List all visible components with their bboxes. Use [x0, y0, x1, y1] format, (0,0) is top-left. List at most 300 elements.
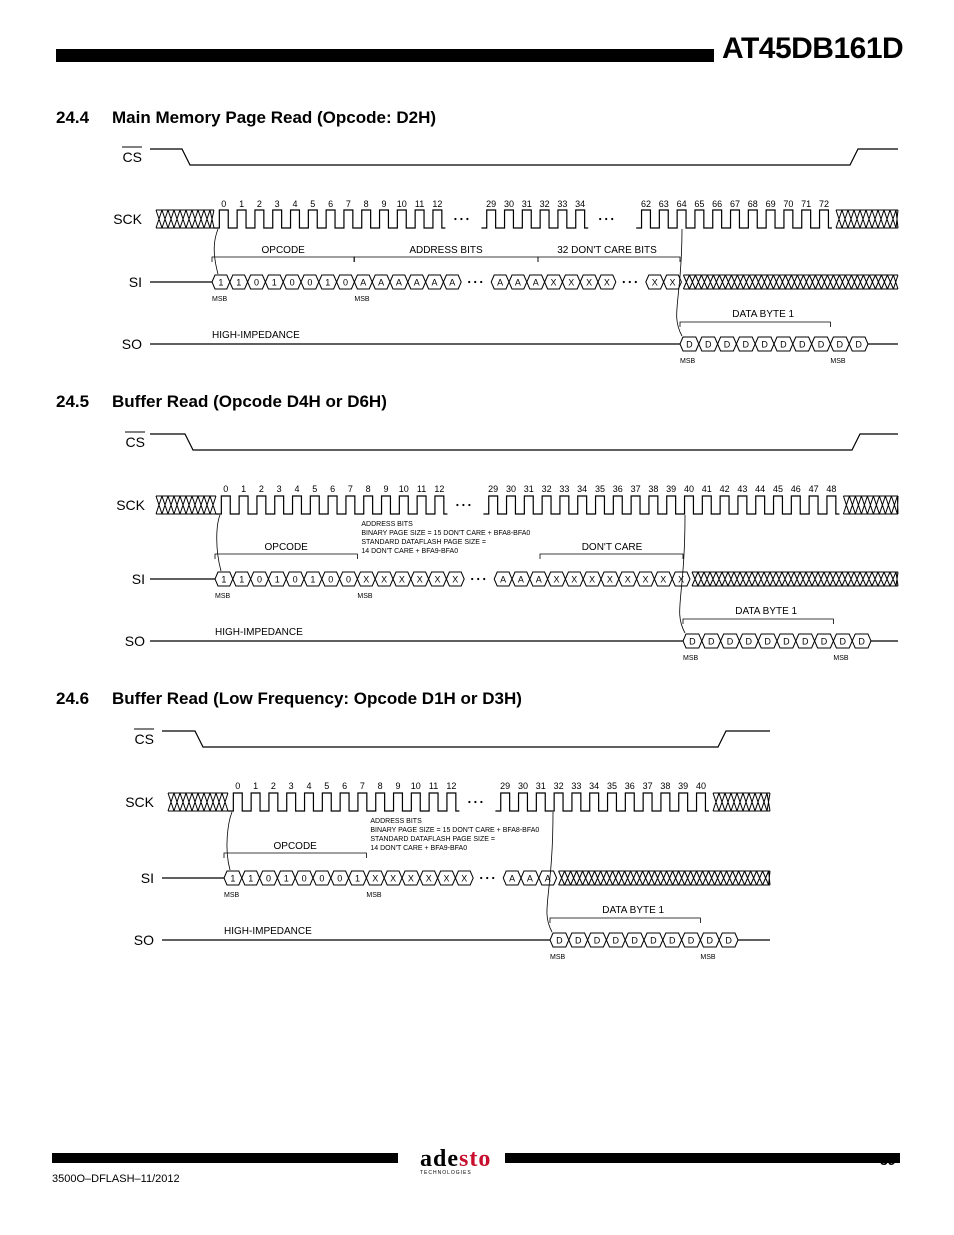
so-bit: D	[764, 636, 771, 647]
data-byte-bracket	[680, 322, 830, 327]
timing-arrow	[214, 229, 218, 274]
si-bit: X	[461, 873, 468, 884]
clock-number: 3	[288, 781, 294, 791]
si-bit: 1	[325, 277, 331, 288]
si-bit: 1	[239, 574, 245, 585]
clock-number: 38	[660, 781, 671, 791]
so-bit: D	[801, 636, 809, 647]
si-bit: X	[416, 574, 423, 585]
si-dont-care	[683, 275, 898, 289]
sck-ellipsis	[456, 504, 458, 506]
footer-rule-left	[52, 1153, 398, 1163]
clock-number: 33	[557, 199, 568, 209]
clock-number: 46	[790, 484, 801, 494]
si-bit: X	[381, 574, 388, 585]
si-bit: 0	[337, 873, 343, 884]
si-bit: 1	[236, 277, 242, 288]
clock-number: 64	[676, 199, 687, 209]
group-label: DON'T CARE	[581, 542, 643, 553]
si-bit: X	[603, 277, 610, 288]
so-label: SO	[121, 336, 142, 352]
group-bracket-opcode	[224, 853, 366, 858]
group-label-opcode: OPCODE	[264, 542, 308, 553]
si-bit: A	[500, 574, 507, 585]
clock-number: 35	[594, 484, 605, 494]
clock-number: 29	[486, 199, 497, 209]
adesto-logo	[420, 1146, 504, 1182]
si-bit: 0	[301, 873, 307, 884]
address-note: BINARY PAGE SIZE = 15 DON'T CARE + BFA8-BFA0	[361, 530, 531, 537]
sck-dont-care	[713, 793, 770, 811]
so-bit: D	[687, 935, 695, 946]
si-bit: 0	[289, 277, 295, 288]
clock-number: 2	[258, 484, 264, 494]
clock-number: 41	[701, 484, 712, 494]
so-bit: D	[723, 339, 731, 350]
clock-number: 30	[503, 199, 514, 209]
clock-number: 32	[553, 781, 564, 791]
clock-number: 8	[377, 781, 383, 791]
si-label: SI	[128, 274, 142, 290]
sck-dont-care	[156, 496, 216, 514]
si-bit: 0	[307, 277, 313, 288]
clock-number: 62	[640, 199, 651, 209]
sck-clock-run-1	[228, 793, 459, 811]
clock-number: 10	[410, 781, 421, 791]
clock-number: 6	[330, 484, 336, 494]
clock-number: 45	[772, 484, 783, 494]
clock-number: 34	[575, 199, 586, 209]
clock-number: 31	[535, 781, 546, 791]
si-bit: X	[550, 277, 557, 288]
so-bit: D	[783, 636, 790, 647]
si-bit: 0	[328, 574, 334, 585]
so-bit: D	[725, 935, 732, 946]
clock-number: 7	[345, 199, 351, 209]
data-byte-label: DATA BYTE 1	[735, 606, 798, 617]
si-bit: X	[390, 873, 397, 884]
si-bit: X	[669, 277, 676, 288]
sck-ellipsis	[466, 218, 468, 220]
section-title: Buffer Read (Low Frequency: Opcode D1H or D3H)	[112, 689, 522, 708]
clock-number: 36	[612, 484, 623, 494]
section-heading-24-5	[56, 392, 387, 412]
clock-number: 9	[383, 484, 389, 494]
clock-number: 43	[737, 484, 748, 494]
si-ellipsis	[480, 281, 482, 283]
si-bit: X	[443, 873, 450, 884]
clock-number: 48	[826, 484, 837, 494]
clock-number: 6	[328, 199, 334, 209]
clock-number: 34	[577, 484, 588, 494]
si-bit: X	[372, 873, 379, 884]
so-bit: D	[836, 339, 844, 350]
si-bit: 1	[221, 574, 227, 585]
si-bit: X	[407, 873, 414, 884]
msb-label: MSB	[700, 954, 716, 961]
clock-number: 36	[624, 781, 635, 791]
clock-number: 35	[606, 781, 617, 791]
sck-clock-run-1	[216, 496, 447, 514]
clock-number: 65	[694, 199, 705, 209]
si-bit: X	[651, 277, 658, 288]
msb-label: MSB	[212, 296, 228, 303]
msb-label: MSB	[366, 892, 382, 899]
si-bit: A	[514, 277, 521, 288]
cs-waveform	[150, 434, 898, 450]
si-ellipsis	[486, 877, 488, 879]
si-bit: X	[425, 873, 432, 884]
si-bit: X	[571, 574, 578, 585]
msb-label: MSB	[830, 358, 846, 365]
high-impedance-label: HIGH-IMPEDANCE	[224, 926, 312, 937]
clock-number: 5	[324, 781, 330, 791]
si-bit: 0	[292, 574, 298, 585]
si-dont-care	[559, 871, 770, 885]
sck-dont-care	[836, 210, 898, 228]
clock-number: 8	[365, 484, 371, 494]
cs-label: CS	[125, 434, 145, 450]
clock-number: 30	[505, 484, 516, 494]
msb-label: MSB	[683, 655, 699, 662]
clock-number: 11	[428, 781, 439, 791]
clock-number: 12	[434, 484, 445, 494]
si-ellipsis	[477, 578, 479, 580]
cs-label: CS	[134, 731, 154, 747]
si-bit: A	[395, 277, 402, 288]
si-bit: A	[431, 277, 438, 288]
timing-diagram-buffer-read	[0, 425, 954, 665]
so-bit: D	[650, 935, 657, 946]
clock-number: 10	[396, 199, 407, 209]
clock-number: 31	[521, 199, 532, 209]
clock-number: 9	[381, 199, 387, 209]
address-note: 14 DON'T CARE + BFA9-BFA0	[361, 548, 459, 555]
clock-number: 30	[517, 781, 528, 791]
msb-label: MSB	[224, 892, 240, 899]
document-title: AT45DB161D	[722, 32, 904, 65]
section-heading-24-4	[56, 108, 436, 128]
address-note: ADDRESS BITS	[370, 818, 422, 825]
so-bit: D	[612, 935, 620, 946]
so-label: SO	[133, 932, 154, 948]
group-label: ADDRESS BITS	[409, 245, 483, 256]
group-bracket-opcode	[215, 554, 357, 559]
sck-clock-run-2	[495, 793, 709, 811]
high-impedance-label: HIGH-IMPEDANCE	[215, 627, 303, 638]
sck-ellipsis	[599, 218, 601, 220]
data-byte-label: DATA BYTE 1	[602, 905, 665, 916]
si-bit: X	[398, 574, 405, 585]
so-bit: D	[817, 339, 825, 350]
clock-number: 11	[414, 199, 425, 209]
sck-ellipsis	[454, 218, 456, 220]
sck-ellipsis	[611, 218, 613, 220]
timing-diagram-page-read	[0, 140, 954, 370]
si-bit: 0	[265, 873, 272, 884]
clock-number: 38	[648, 484, 659, 494]
clock-number: 2	[270, 781, 276, 791]
msb-label: MSB	[357, 593, 373, 600]
si-bit: 1	[248, 873, 254, 884]
msb-label: MSB	[680, 358, 696, 365]
si-bit: A	[497, 277, 504, 288]
clock-number: 3	[274, 199, 280, 209]
si-ellipsis	[474, 281, 476, 283]
sck-clock-run-2	[483, 496, 839, 514]
clock-number: 72	[818, 199, 829, 209]
sck-ellipsis	[605, 218, 607, 220]
sck-dont-care	[168, 793, 228, 811]
si-bit: X	[434, 574, 441, 585]
header-rule	[56, 49, 714, 62]
si-bit: A	[509, 873, 516, 884]
si-bit: X	[624, 574, 631, 585]
si-bit: X	[568, 277, 575, 288]
si-bit: A	[449, 277, 456, 288]
so-bit: D	[704, 339, 712, 350]
address-note: STANDARD DATAFLASH PAGE SIZE =	[370, 836, 495, 843]
clock-number: 34	[589, 781, 600, 791]
clock-number: 32	[539, 199, 550, 209]
clock-number: 40	[695, 781, 706, 791]
page-number: 39	[880, 1152, 896, 1168]
msb-label: MSB	[550, 954, 566, 961]
clock-number: 12	[446, 781, 457, 791]
data-byte-bracket	[683, 619, 833, 624]
clock-number: 4	[294, 484, 300, 494]
section-heading-24-6	[56, 689, 522, 709]
so-bit: D	[745, 636, 753, 647]
clock-number: 10	[398, 484, 409, 494]
msb-label: MSB	[833, 655, 849, 662]
timing-arrow	[227, 812, 232, 870]
clock-number: 33	[571, 781, 582, 791]
clock-number: 71	[801, 199, 812, 209]
so-bit: D	[593, 935, 601, 946]
so-bit: D	[689, 636, 696, 647]
sck-ellipsis	[460, 218, 462, 220]
si-bit: A	[544, 873, 551, 884]
si-bit: 1	[310, 574, 316, 585]
sck-clock-run-3	[636, 210, 832, 228]
clock-number: 68	[747, 199, 758, 209]
group-label-opcode: OPCODE	[273, 841, 317, 852]
clock-number: 1	[241, 484, 247, 494]
cs-waveform	[162, 731, 770, 747]
si-bit: 1	[230, 873, 236, 884]
so-bit: D	[820, 636, 828, 647]
so-bit: D	[742, 339, 750, 350]
cs-waveform	[150, 149, 898, 165]
data-byte-bracket	[550, 918, 700, 923]
clock-number: 42	[719, 484, 730, 494]
si-ellipsis	[492, 877, 494, 879]
so-bit: D	[556, 935, 563, 946]
sck-label: SCK	[116, 497, 145, 513]
clock-number: 7	[347, 484, 353, 494]
si-ellipsis	[635, 281, 637, 283]
so-bit: D	[761, 339, 768, 350]
address-note: STANDARD DATAFLASH PAGE SIZE =	[361, 539, 486, 546]
clock-number: 31	[523, 484, 534, 494]
si-bit: X	[363, 574, 370, 585]
logo-text: ade	[420, 1146, 459, 1172]
si-bit: A	[517, 574, 524, 585]
si-bit: X	[452, 574, 459, 585]
si-bit: 0	[345, 574, 352, 585]
si-label: SI	[131, 571, 145, 587]
so-bit: D	[668, 935, 676, 946]
clock-number: 44	[755, 484, 766, 494]
data-byte-label: DATA BYTE 1	[732, 309, 795, 320]
so-bit: D	[780, 339, 787, 350]
group-bracket	[538, 257, 680, 262]
so-bit: D	[574, 935, 582, 946]
si-bit: X	[586, 277, 593, 288]
si-bit: 1	[283, 873, 289, 884]
so-bit: D	[839, 636, 847, 647]
sck-ellipsis	[468, 801, 470, 803]
si-bit: 0	[253, 277, 260, 288]
logo-tagline: TECHNOLOGIES	[420, 1170, 472, 1176]
sck-ellipsis	[480, 801, 482, 803]
si-ellipsis	[468, 281, 470, 283]
sck-ellipsis	[462, 504, 464, 506]
clock-number: 0	[223, 484, 229, 494]
si-ellipsis	[471, 578, 473, 580]
si-ellipsis	[623, 281, 625, 283]
group-label-opcode: OPCODE	[261, 245, 305, 256]
cs-label: CS	[122, 149, 142, 165]
clock-number: 39	[678, 781, 689, 791]
si-bit: 0	[319, 873, 325, 884]
so-bit: D	[686, 339, 693, 350]
sck-clock-run-1	[214, 210, 445, 228]
si-ellipsis	[629, 281, 631, 283]
si-bit: 1	[274, 574, 280, 585]
clock-number: 5	[312, 484, 318, 494]
si-bit: 0	[342, 277, 349, 288]
so-bit: D	[858, 636, 865, 647]
address-note: BINARY PAGE SIZE = 15 DON'T CARE + BFA8-BFA0	[370, 827, 540, 834]
si-bit: 1	[271, 277, 277, 288]
so-bit: D	[631, 935, 638, 946]
clock-number: 7	[359, 781, 365, 791]
sck-label: SCK	[125, 794, 154, 810]
sck-dont-care	[156, 210, 214, 228]
clock-number: 1	[239, 199, 245, 209]
clock-number: 66	[712, 199, 723, 209]
clock-number: 40	[683, 484, 694, 494]
group-bracket	[354, 257, 538, 262]
clock-number: 4	[292, 199, 298, 209]
group-bracket	[540, 554, 683, 559]
so-bit: D	[798, 339, 806, 350]
group-bracket-opcode	[212, 257, 354, 262]
clock-number: 69	[765, 199, 776, 209]
so-bit: D	[726, 636, 734, 647]
so-label: SO	[124, 633, 145, 649]
si-bit: X	[642, 574, 649, 585]
clock-number: 33	[559, 484, 570, 494]
address-note: 14 DON'T CARE + BFA9-BFA0	[370, 845, 468, 852]
si-bit: X	[606, 574, 613, 585]
clock-number: 63	[658, 199, 669, 209]
si-bit: A	[532, 277, 539, 288]
high-impedance-label: HIGH-IMPEDANCE	[212, 330, 300, 341]
clock-number: 0	[221, 199, 227, 209]
sck-label: SCK	[113, 211, 142, 227]
clock-number: 47	[808, 484, 819, 494]
si-bit: A	[413, 277, 420, 288]
clock-number: 29	[500, 781, 511, 791]
clock-number: 37	[642, 781, 653, 791]
so-bit: D	[707, 636, 715, 647]
si-bit: A	[378, 277, 385, 288]
si-bit: 1	[218, 277, 224, 288]
clock-number: 9	[395, 781, 401, 791]
si-bit: X	[553, 574, 560, 585]
section-number: 24.5	[56, 392, 90, 411]
clock-number: 1	[253, 781, 259, 791]
clock-number: 2	[256, 199, 262, 209]
clock-number: 5	[310, 199, 316, 209]
si-bit: A	[526, 873, 533, 884]
si-bit: A	[535, 574, 542, 585]
document-code: 3500O–DFLASH–11/2012	[52, 1173, 180, 1185]
clock-number: 70	[783, 199, 794, 209]
si-bit: A	[360, 277, 367, 288]
timing-arrow	[217, 515, 221, 571]
clock-number: 6	[342, 781, 348, 791]
section-title: Main Memory Page Read (Opcode: D2H)	[112, 108, 437, 127]
si-ellipsis	[483, 578, 485, 580]
group-label: 32 DON'T CARE BITS	[557, 245, 657, 256]
si-bit: X	[678, 574, 685, 585]
logo-text-accent: sto	[459, 1146, 492, 1172]
clock-number: 3	[276, 484, 282, 494]
clock-number: 11	[416, 484, 427, 494]
sck-ellipsis	[468, 504, 470, 506]
si-bit: 0	[256, 574, 263, 585]
si-bit: 1	[354, 873, 361, 884]
address-note: ADDRESS BITS	[361, 521, 413, 528]
sck-ellipsis	[474, 801, 476, 803]
clock-number: 12	[432, 199, 443, 209]
so-bit: D	[855, 339, 862, 350]
clock-number: 29	[488, 484, 499, 494]
sck-dont-care	[843, 496, 898, 514]
si-label: SI	[140, 870, 154, 886]
footer-rule-right	[505, 1153, 900, 1163]
section-number: 24.6	[56, 689, 90, 708]
section-number: 24.4	[56, 108, 90, 127]
clock-number: 39	[666, 484, 677, 494]
si-ellipsis	[480, 877, 482, 879]
clock-number: 8	[363, 199, 369, 209]
si-bit: X	[589, 574, 596, 585]
timing-diagram-buffer-read-low-freq	[0, 722, 954, 962]
clock-number: 67	[729, 199, 740, 209]
si-bit: X	[660, 574, 667, 585]
clock-number: 32	[541, 484, 552, 494]
so-bit: D	[706, 935, 714, 946]
clock-number: 0	[235, 781, 241, 791]
clock-number: 37	[630, 484, 641, 494]
msb-label: MSB	[215, 593, 231, 600]
section-title: Buffer Read (Opcode D4H or D6H)	[112, 392, 387, 411]
